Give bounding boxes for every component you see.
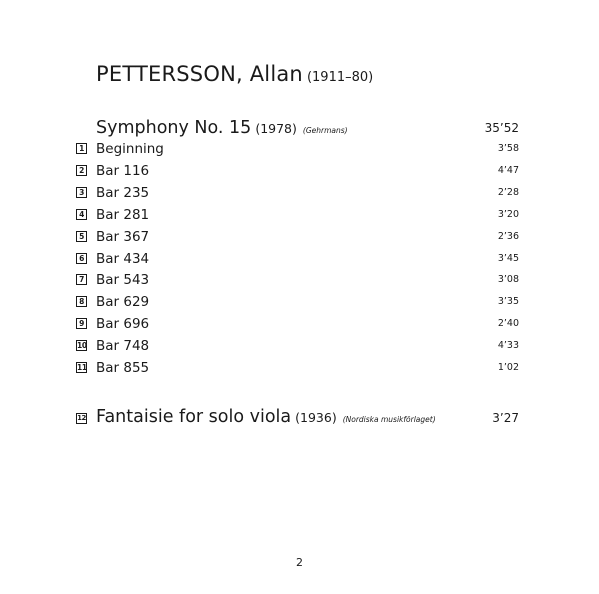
symphony-title: Symphony No. 15 [96, 118, 252, 138]
track-number-box: 12 [77, 414, 86, 422]
fantaisie-year: (1936) [295, 410, 337, 425]
fantaisie-duration: 3’27 [492, 411, 519, 425]
track-time: 4’47 [497, 164, 519, 176]
track-row [76, 184, 519, 202]
track-row [76, 359, 519, 377]
track-number-box: 3 [76, 187, 87, 198]
track-label: Bar 367 [96, 228, 150, 245]
track-row [76, 228, 519, 246]
fantaisie-heading [96, 407, 436, 427]
track-label: Bar 434 [96, 250, 150, 267]
track-time: 3’08 [497, 274, 519, 286]
symphony-heading [96, 118, 348, 138]
track-label: Bar 629 [96, 294, 150, 311]
track-time: 3’20 [497, 208, 519, 220]
track-number-box: 2 [76, 165, 87, 176]
track-label: Bar 281 [96, 206, 150, 223]
track-row [76, 140, 519, 158]
fantaisie-publisher: (Nordiska musikförlaget) [342, 415, 436, 424]
track-number-box: 1 [76, 143, 87, 154]
track-time: 2’40 [497, 318, 519, 330]
track-row [76, 162, 519, 180]
fantaisie-title: Fantaisie for solo viola [96, 407, 292, 427]
track-time: 2’36 [497, 230, 519, 242]
track-number-box: 8 [76, 296, 87, 307]
composer-name: PETTERSSON, Allan [96, 62, 303, 86]
track-number-box: 5 [76, 231, 87, 242]
track-time: 2’28 [497, 186, 519, 198]
composer-heading [96, 62, 373, 86]
track-number-box: 9 [76, 318, 87, 329]
track-time: 4’33 [497, 340, 519, 352]
track-label: Bar 235 [96, 184, 150, 201]
track-time: 1’02 [497, 362, 519, 373]
track-number-box: 10 [77, 341, 87, 351]
track-row [76, 250, 519, 268]
track-label: Bar 543 [96, 272, 150, 289]
symphony-duration: 35’52 [484, 121, 519, 135]
track-time: 3’58 [497, 143, 519, 154]
track-time: 3’45 [497, 252, 519, 264]
track-row [76, 337, 519, 355]
composer-years: (1911–80) [306, 70, 374, 85]
track-number-box: 6 [76, 253, 87, 264]
track-number-box: 11 [77, 363, 87, 372]
symphony-year: (1978) [255, 121, 297, 136]
track-row [76, 293, 519, 311]
track-label: Beginning [96, 141, 164, 157]
track-label: Bar 748 [96, 338, 150, 355]
track-number-box: 4 [76, 209, 87, 220]
track-time: 3’35 [497, 296, 519, 308]
track-label: Bar 696 [96, 316, 150, 333]
page-number: 2 [296, 556, 303, 569]
symphony-publisher: (Gehrmans) [302, 126, 348, 135]
track-label: Bar 855 [96, 360, 150, 376]
track-label: Bar 116 [96, 162, 150, 179]
track-row [76, 315, 519, 333]
track-row [76, 206, 519, 224]
track-row [76, 271, 519, 289]
track-number-box: 7 [76, 274, 87, 285]
